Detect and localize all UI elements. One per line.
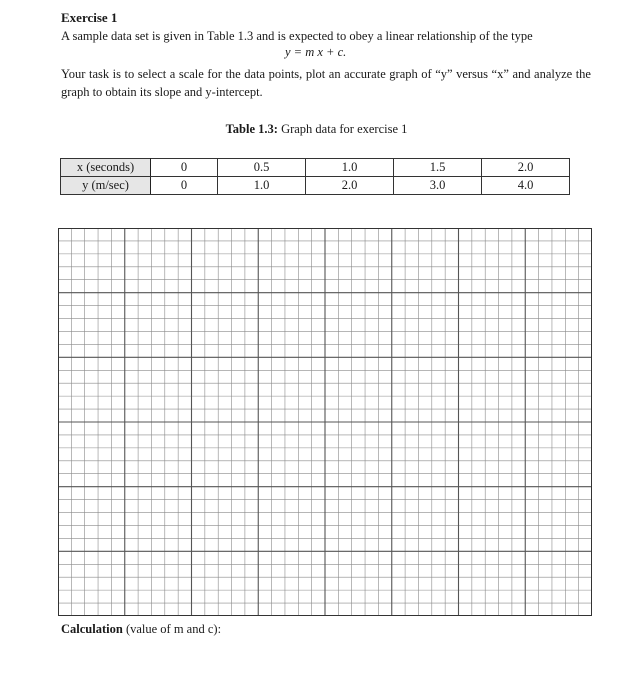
graph-paper <box>58 228 592 616</box>
calculation-label-text: (value of m and c): <box>122 622 222 636</box>
table-cell: 1.5 <box>394 159 482 177</box>
table-row-x <box>61 159 570 177</box>
intro-text: A sample data set is given in Table 1.3 and is expected to obey a linear relationship of the type <box>61 29 533 43</box>
task-text: Your task is to select a scale for the data points, plot an accurate graph of “y” versus “x” and analyze the graph to obtain its slope and y-intercept. <box>61 67 591 99</box>
row-header-y: y (m/sec) <box>61 177 151 195</box>
table-cell: 1.0 <box>218 177 306 195</box>
table-caption-label: Table 1.3: <box>225 122 278 136</box>
table-cell: 4.0 <box>482 177 570 195</box>
table-cell: 3.0 <box>394 177 482 195</box>
table-cell: 0 <box>151 159 218 177</box>
linear-equation: y = m x + c. <box>285 45 347 59</box>
table-cell: 2.0 <box>482 159 570 177</box>
table-cell: 0 <box>151 177 218 195</box>
table-caption <box>0 122 633 137</box>
calculation-label-bold: Calculation <box>61 622 123 636</box>
table-cell: 2.0 <box>306 177 394 195</box>
calculation-label <box>61 622 221 637</box>
table-cell: 0.5 <box>218 159 306 177</box>
table-cell: 1.0 <box>306 159 394 177</box>
exercise-heading: Exercise 1 <box>61 10 118 25</box>
row-header-x: x (seconds) <box>61 159 151 177</box>
table-row-y <box>61 177 570 195</box>
table-caption-text: Graph data for exercise 1 <box>277 122 408 136</box>
data-table <box>60 158 570 195</box>
